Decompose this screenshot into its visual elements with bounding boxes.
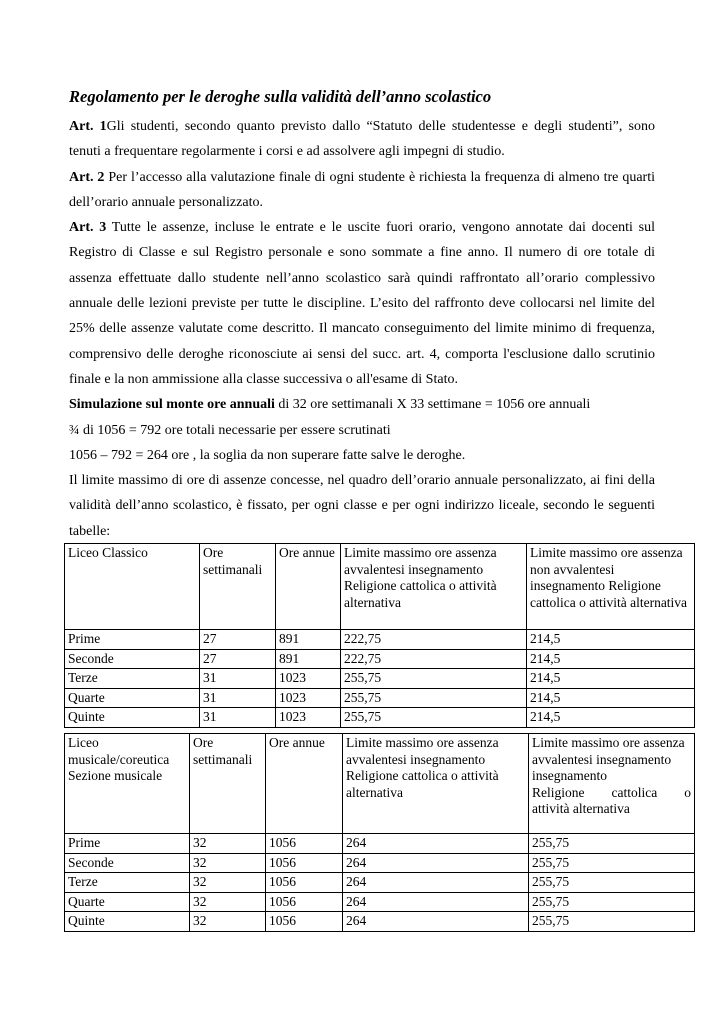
table-cell: 32 <box>190 912 266 932</box>
table-cell: 214,5 <box>527 649 695 669</box>
table-cell: Terze <box>65 669 200 689</box>
table-cell: 32 <box>190 853 266 873</box>
article-1-label: Art. 1 <box>69 119 107 134</box>
table-row <box>65 688 695 708</box>
table-row <box>65 912 695 932</box>
table-cell: Quinte <box>65 708 200 728</box>
table-cell: 1023 <box>276 708 341 728</box>
table-cell: 222,75 <box>341 630 527 650</box>
table-cell: 1056 <box>266 873 343 893</box>
article-2-text: Per l’accesso alla valutazione finale di ogni studente è richiesta la frequenza di almeno tre quarti dell’orario annuale personalizzato. <box>69 169 655 210</box>
table-cell: 255,75 <box>529 853 695 873</box>
table-cell: 255,75 <box>341 688 527 708</box>
table-cell: 255,75 <box>341 669 527 689</box>
table-cell: 255,75 <box>529 834 695 854</box>
table-cell: 891 <box>276 630 341 650</box>
simulation-label: Simulazione sul monte ore annuali <box>69 397 275 413</box>
table-cell: 264 <box>343 912 529 932</box>
table-cell: 27 <box>200 630 276 650</box>
table-cell: Prime <box>65 834 190 854</box>
article-1 <box>69 114 655 165</box>
table-cell: 222,75 <box>341 649 527 669</box>
simulation-line-3: 1056 – 792 = 264 ore , la soglia da non superare fatte salve le deroghe. <box>69 447 466 463</box>
tables-intro: Il limite massimo di ore di assenze concesse, nel quadro dell’orario annuale personalizzato, ai fini della validità dell’anno scolastico, è fissato, per ogni classe e per ogni indirizzo liceale, secondo le seguenti tabelle: <box>69 473 655 539</box>
table-header-row <box>65 734 695 834</box>
header-cell-line: Limite massimo ore assenza avvalentesi insegnamento insegnamento <box>532 735 685 783</box>
header-cell: Limite massimo ore assenza avvalentesi insegnamento Religione cattolica o attività alternativa <box>343 734 529 834</box>
document-title: Regolamento per le deroghe sulla validità dell’anno scolastico <box>69 87 492 106</box>
table-cell: 255,75 <box>529 912 695 932</box>
table-cell: 255,75 <box>529 892 695 912</box>
table-cell: Quinte <box>65 912 190 932</box>
header-cell: Liceo musicale/coreutica Sezione musicale <box>65 734 190 834</box>
table-row <box>65 873 695 893</box>
header-cell: Limite massimo ore assenza avvalentesi insegnamento Religione cattolica o attività alternativa <box>341 544 527 630</box>
table-cell: 32 <box>190 873 266 893</box>
article-3-label: Art. 3 <box>69 220 107 236</box>
table-cell: Quarte <box>65 688 200 708</box>
table-row <box>65 630 695 650</box>
table-cell: 255,75 <box>529 873 695 893</box>
table-cell: Prime <box>65 630 200 650</box>
article-2-label: Art. 2 <box>69 169 105 185</box>
simulation-line-1 <box>69 392 655 417</box>
table-cell: 1023 <box>276 688 341 708</box>
table-cell: 1056 <box>266 834 343 854</box>
header-cell: Limite massimo ore assenza non avvalentesi insegnamento Religione cattolica o attività alternativa <box>527 544 695 630</box>
table-cell: 214,5 <box>527 630 695 650</box>
simulation-line-2: ¾ di 1056 = 792 ore totali necessarie per essere scrutinati <box>69 422 391 438</box>
table-cell: 1023 <box>276 669 341 689</box>
table-cell: 31 <box>200 669 276 689</box>
header-cell <box>529 734 695 834</box>
header-cell: Ore settimanali <box>190 734 266 834</box>
header-cell: Ore annue <box>276 544 341 630</box>
table-cell: 214,5 <box>527 688 695 708</box>
table-cell: Quarte <box>65 892 190 912</box>
article-3-text: Tutte le assenze, incluse le entrate e le uscite fuori orario, vengono annotate dai docenti sul Registro di Classe e sul Registro personale e sono sommate a fine anno. Il numero di ore totale di assenza effettuate dallo studente nell’anno scolastico sarà quindi raffrontato all’orario complessivo annuale delle lezioni previste per tutte le discipline. L’esito del raffronto deve collocarsi nel limite del 25% delle assenze valutate come descritto. Il mancato conseguimento del limite minimo di frequenza, comprensivo delle deroghe riconosciute ai sensi del succ. art. 4, comporta l'esclusione dallo scrutinio finale e la non ammissione alla classe successiva o all'esame di Stato. <box>69 220 655 387</box>
table-row <box>65 853 695 873</box>
table-cell: 32 <box>190 892 266 912</box>
table-cell: 891 <box>276 649 341 669</box>
table-cell: Seconde <box>65 853 190 873</box>
header-cell: Ore settimanali <box>200 544 276 630</box>
article-2 <box>69 165 655 216</box>
table-row <box>65 649 695 669</box>
table-cell: 214,5 <box>527 708 695 728</box>
table-cell: 255,75 <box>341 708 527 728</box>
table-row <box>65 892 695 912</box>
table-cell: 264 <box>343 853 529 873</box>
table-liceo-classico <box>64 543 695 728</box>
article-3 <box>69 215 655 392</box>
table-row <box>65 834 695 854</box>
table-cell: 1056 <box>266 892 343 912</box>
table-cell: 1056 <box>266 853 343 873</box>
header-cell: Liceo Classico <box>65 544 200 630</box>
table-cell: 27 <box>200 649 276 669</box>
header-cell-line: attività alternativa <box>532 801 630 816</box>
header-cell: Ore annue <box>266 734 343 834</box>
table-cell: 1056 <box>266 912 343 932</box>
table-row <box>65 708 695 728</box>
document-body <box>69 86 655 544</box>
table-cell: 264 <box>343 892 529 912</box>
table-cell: Terze <box>65 873 190 893</box>
table-liceo-musicale <box>64 733 695 932</box>
table-cell: 31 <box>200 688 276 708</box>
table-row <box>65 669 695 689</box>
table-cell: 264 <box>343 834 529 854</box>
header-cell-line: Religione cattolica o <box>532 784 691 800</box>
simulation-text: di 32 ore settimanali X 33 settimane = 1056 ore annuali <box>274 397 591 413</box>
table-cell: 264 <box>343 873 529 893</box>
table-cell: 31 <box>200 708 276 728</box>
table-cell: Seconde <box>65 649 200 669</box>
table-header-row <box>65 544 695 630</box>
table-cell: 32 <box>190 834 266 854</box>
table-cell: 214,5 <box>527 669 695 689</box>
article-1-text: Gli studenti, secondo quanto previsto dallo “Statuto delle studentesse e degli studenti”, sono tenuti a frequentare regolarmente i corsi e ad assolvere agli impegni di studio. <box>69 119 655 160</box>
